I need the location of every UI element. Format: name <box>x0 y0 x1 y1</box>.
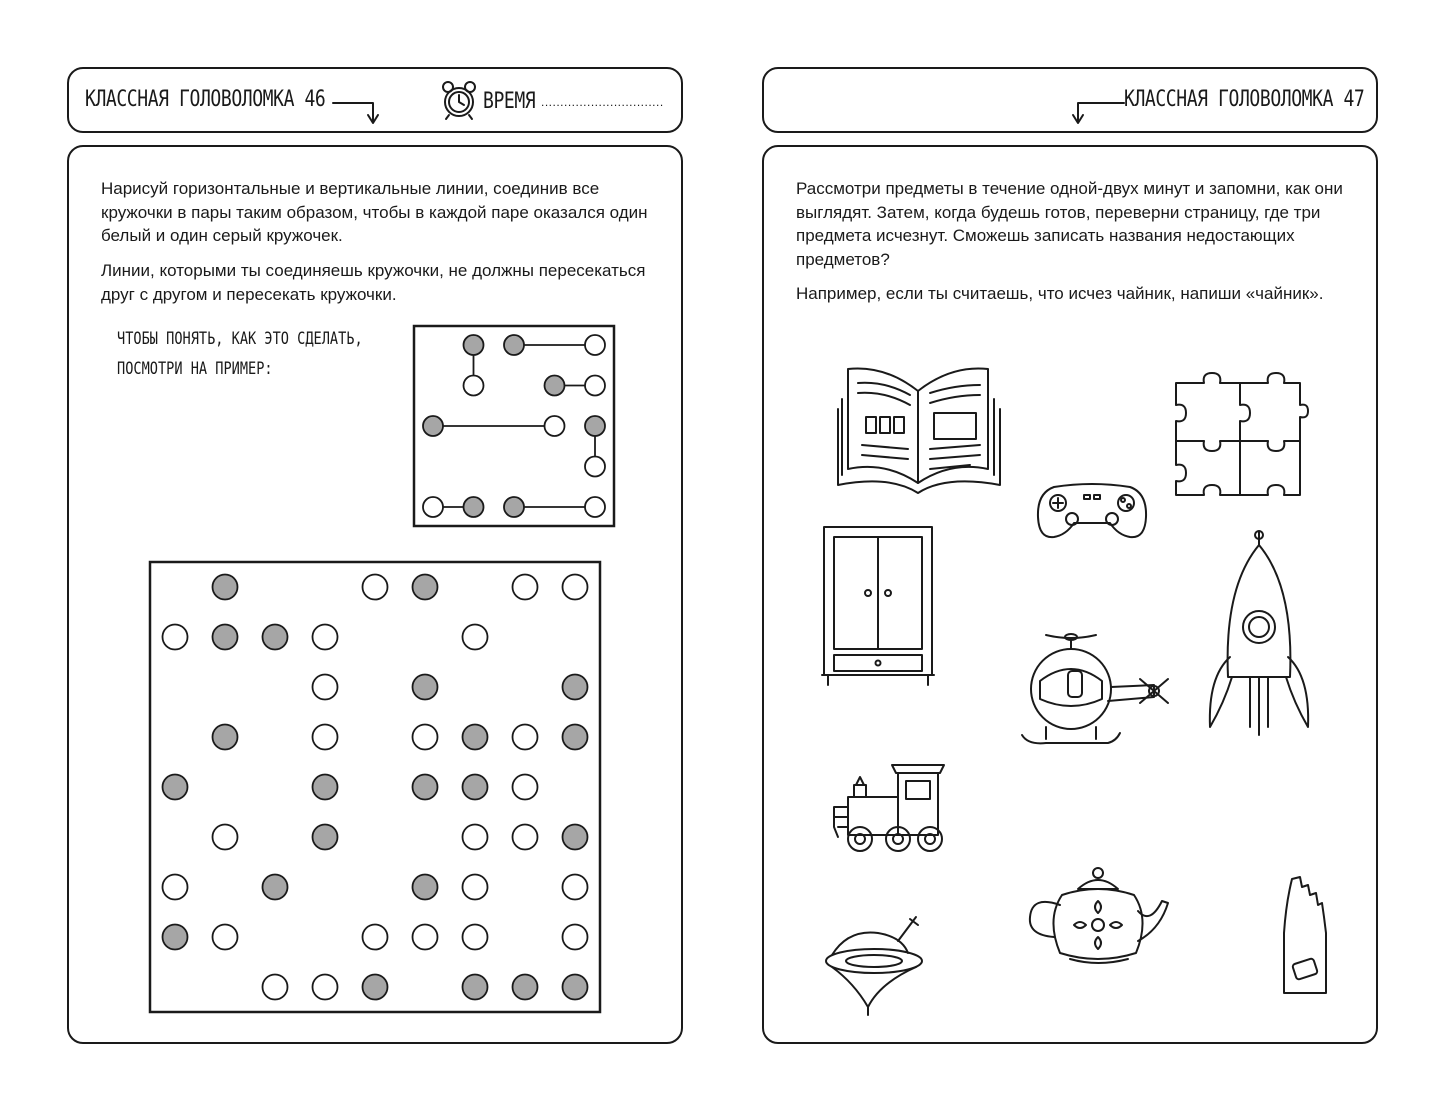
rocket-icon <box>1204 527 1314 747</box>
instruction-paragraph-2: Линии, которыми ты соединяешь кружочки, не должны пересекаться друг с другом и пересекать кружочки. <box>101 261 646 304</box>
puzzle-circle-white[interactable] <box>163 625 188 650</box>
left-header-box <box>67 67 683 133</box>
memory-paragraph-2: Например, если ты считаешь, что исчез чайник, напиши «чайник». <box>796 284 1324 303</box>
puzzle-circle-white[interactable] <box>463 825 488 850</box>
puzzle-circle-white[interactable] <box>563 925 588 950</box>
puzzle-circle-gray[interactable] <box>563 975 588 1000</box>
puzzle-circle-gray[interactable] <box>563 825 588 850</box>
arrow-down-right-icon <box>331 87 391 127</box>
puzzle-circle-gray[interactable] <box>463 975 488 1000</box>
puzzle-circle-white[interactable] <box>513 575 538 600</box>
puzzle-circle-gray[interactable] <box>413 875 438 900</box>
right-header-box <box>762 67 1378 133</box>
example-circle-white <box>423 497 443 517</box>
saw-icon <box>1276 873 1336 1003</box>
puzzle-circle-gray[interactable] <box>313 775 338 800</box>
right-page-title: КЛАССНАЯ ГОЛОВОЛОМКА 47 <box>1124 87 1365 112</box>
puzzle-circle-white[interactable] <box>213 825 238 850</box>
spinning-top-icon <box>818 911 928 1021</box>
puzzle-grid[interactable] <box>149 561 601 1013</box>
example-circle-gray <box>464 335 484 355</box>
example-hint-line-1: ЧТОБЫ ПОНЯТЬ, КАК ЭТО СДЕЛАТЬ, <box>117 329 363 349</box>
puzzle-circle-gray[interactable] <box>413 775 438 800</box>
puzzle-circle-white[interactable] <box>563 875 588 900</box>
puzzle-circle-white[interactable] <box>263 975 288 1000</box>
memory-paragraph-1: Рассмотри предметы в течение одной-двух минут и запомни, как они выглядят. Затем, когда будешь готов, переверни страницу, где три предмета исчезнут. Сможешь записать названия недостающих предметов? <box>796 179 1343 269</box>
time-blank[interactable]: ................................ <box>541 95 664 109</box>
puzzle-circle-white[interactable] <box>463 625 488 650</box>
example-circle-gray <box>423 416 443 436</box>
example-circle-white <box>464 376 484 396</box>
right-content-box <box>762 145 1378 1044</box>
puzzle-circle-gray[interactable] <box>413 675 438 700</box>
puzzle-circle-white[interactable] <box>513 725 538 750</box>
puzzle-circle-gray[interactable] <box>163 775 188 800</box>
puzzle-circle-gray[interactable] <box>563 725 588 750</box>
puzzle-circle-gray[interactable] <box>413 575 438 600</box>
gamepad-icon <box>1032 477 1152 547</box>
puzzle-circle-gray[interactable] <box>263 875 288 900</box>
puzzle-circle-gray[interactable] <box>363 975 388 1000</box>
puzzle-circle-white[interactable] <box>563 575 588 600</box>
puzzle-circle-white[interactable] <box>463 925 488 950</box>
wardrobe-icon <box>820 523 940 698</box>
puzzle-circle-white[interactable] <box>313 725 338 750</box>
example-circle-white <box>585 497 605 517</box>
puzzle-circle-gray[interactable] <box>563 675 588 700</box>
puzzle-circle-white[interactable] <box>213 925 238 950</box>
example-circle-white <box>585 376 605 396</box>
puzzle-circle-gray[interactable] <box>313 825 338 850</box>
example-circle-white <box>585 457 605 477</box>
puzzle-circle-white[interactable] <box>313 625 338 650</box>
puzzle-circle-white[interactable] <box>363 575 388 600</box>
puzzle-circle-white[interactable] <box>163 875 188 900</box>
time-label: ВРЕМЯ <box>483 89 536 114</box>
example-hint-line-2: ПОСМОТРИ НА ПРИМЕР: <box>117 359 273 379</box>
example-circle-gray <box>545 376 565 396</box>
puzzle-circle-gray[interactable] <box>213 575 238 600</box>
puzzle-circle-white[interactable] <box>513 825 538 850</box>
puzzle-circle-white[interactable] <box>313 975 338 1000</box>
puzzle-circle-gray[interactable] <box>513 975 538 1000</box>
left-page-title: КЛАССНАЯ ГОЛОВОЛОМКА 46 <box>85 87 326 112</box>
puzzle-circle-white[interactable] <box>413 725 438 750</box>
puzzle-circle-gray[interactable] <box>263 625 288 650</box>
puzzle-circle-gray[interactable] <box>213 625 238 650</box>
example-circle-gray <box>504 335 524 355</box>
example-circle-gray <box>504 497 524 517</box>
puzzle-circle-white[interactable] <box>313 675 338 700</box>
alarm-clock-icon <box>439 79 479 121</box>
puzzle-circle-white[interactable] <box>363 925 388 950</box>
puzzle-circle-gray[interactable] <box>163 925 188 950</box>
book-icon <box>830 357 1010 497</box>
puzzle-circle-white[interactable] <box>513 775 538 800</box>
puzzle-circle-gray[interactable] <box>463 775 488 800</box>
puzzle-icon <box>1168 369 1308 499</box>
arrow-down-left-icon <box>1066 87 1126 127</box>
train-icon <box>830 761 950 856</box>
puzzle-circle-white[interactable] <box>463 875 488 900</box>
example-circle-gray <box>585 416 605 436</box>
example-circle-white <box>585 335 605 355</box>
helicopter-icon <box>1016 627 1176 767</box>
example-circle-gray <box>464 497 484 517</box>
example-circle-white <box>545 416 565 436</box>
puzzle-circle-white[interactable] <box>413 925 438 950</box>
example-grid <box>413 325 615 527</box>
teapot-icon <box>1022 865 1172 975</box>
puzzle-circle-gray[interactable] <box>463 725 488 750</box>
puzzle-circle-gray[interactable] <box>213 725 238 750</box>
instruction-paragraph-1: Нарисуй горизонтальные и вертикальные линии, соединив все кружочки в пары таким образом, чтобы в каждой паре оказался один белый и один серый кружочек. <box>101 179 648 245</box>
